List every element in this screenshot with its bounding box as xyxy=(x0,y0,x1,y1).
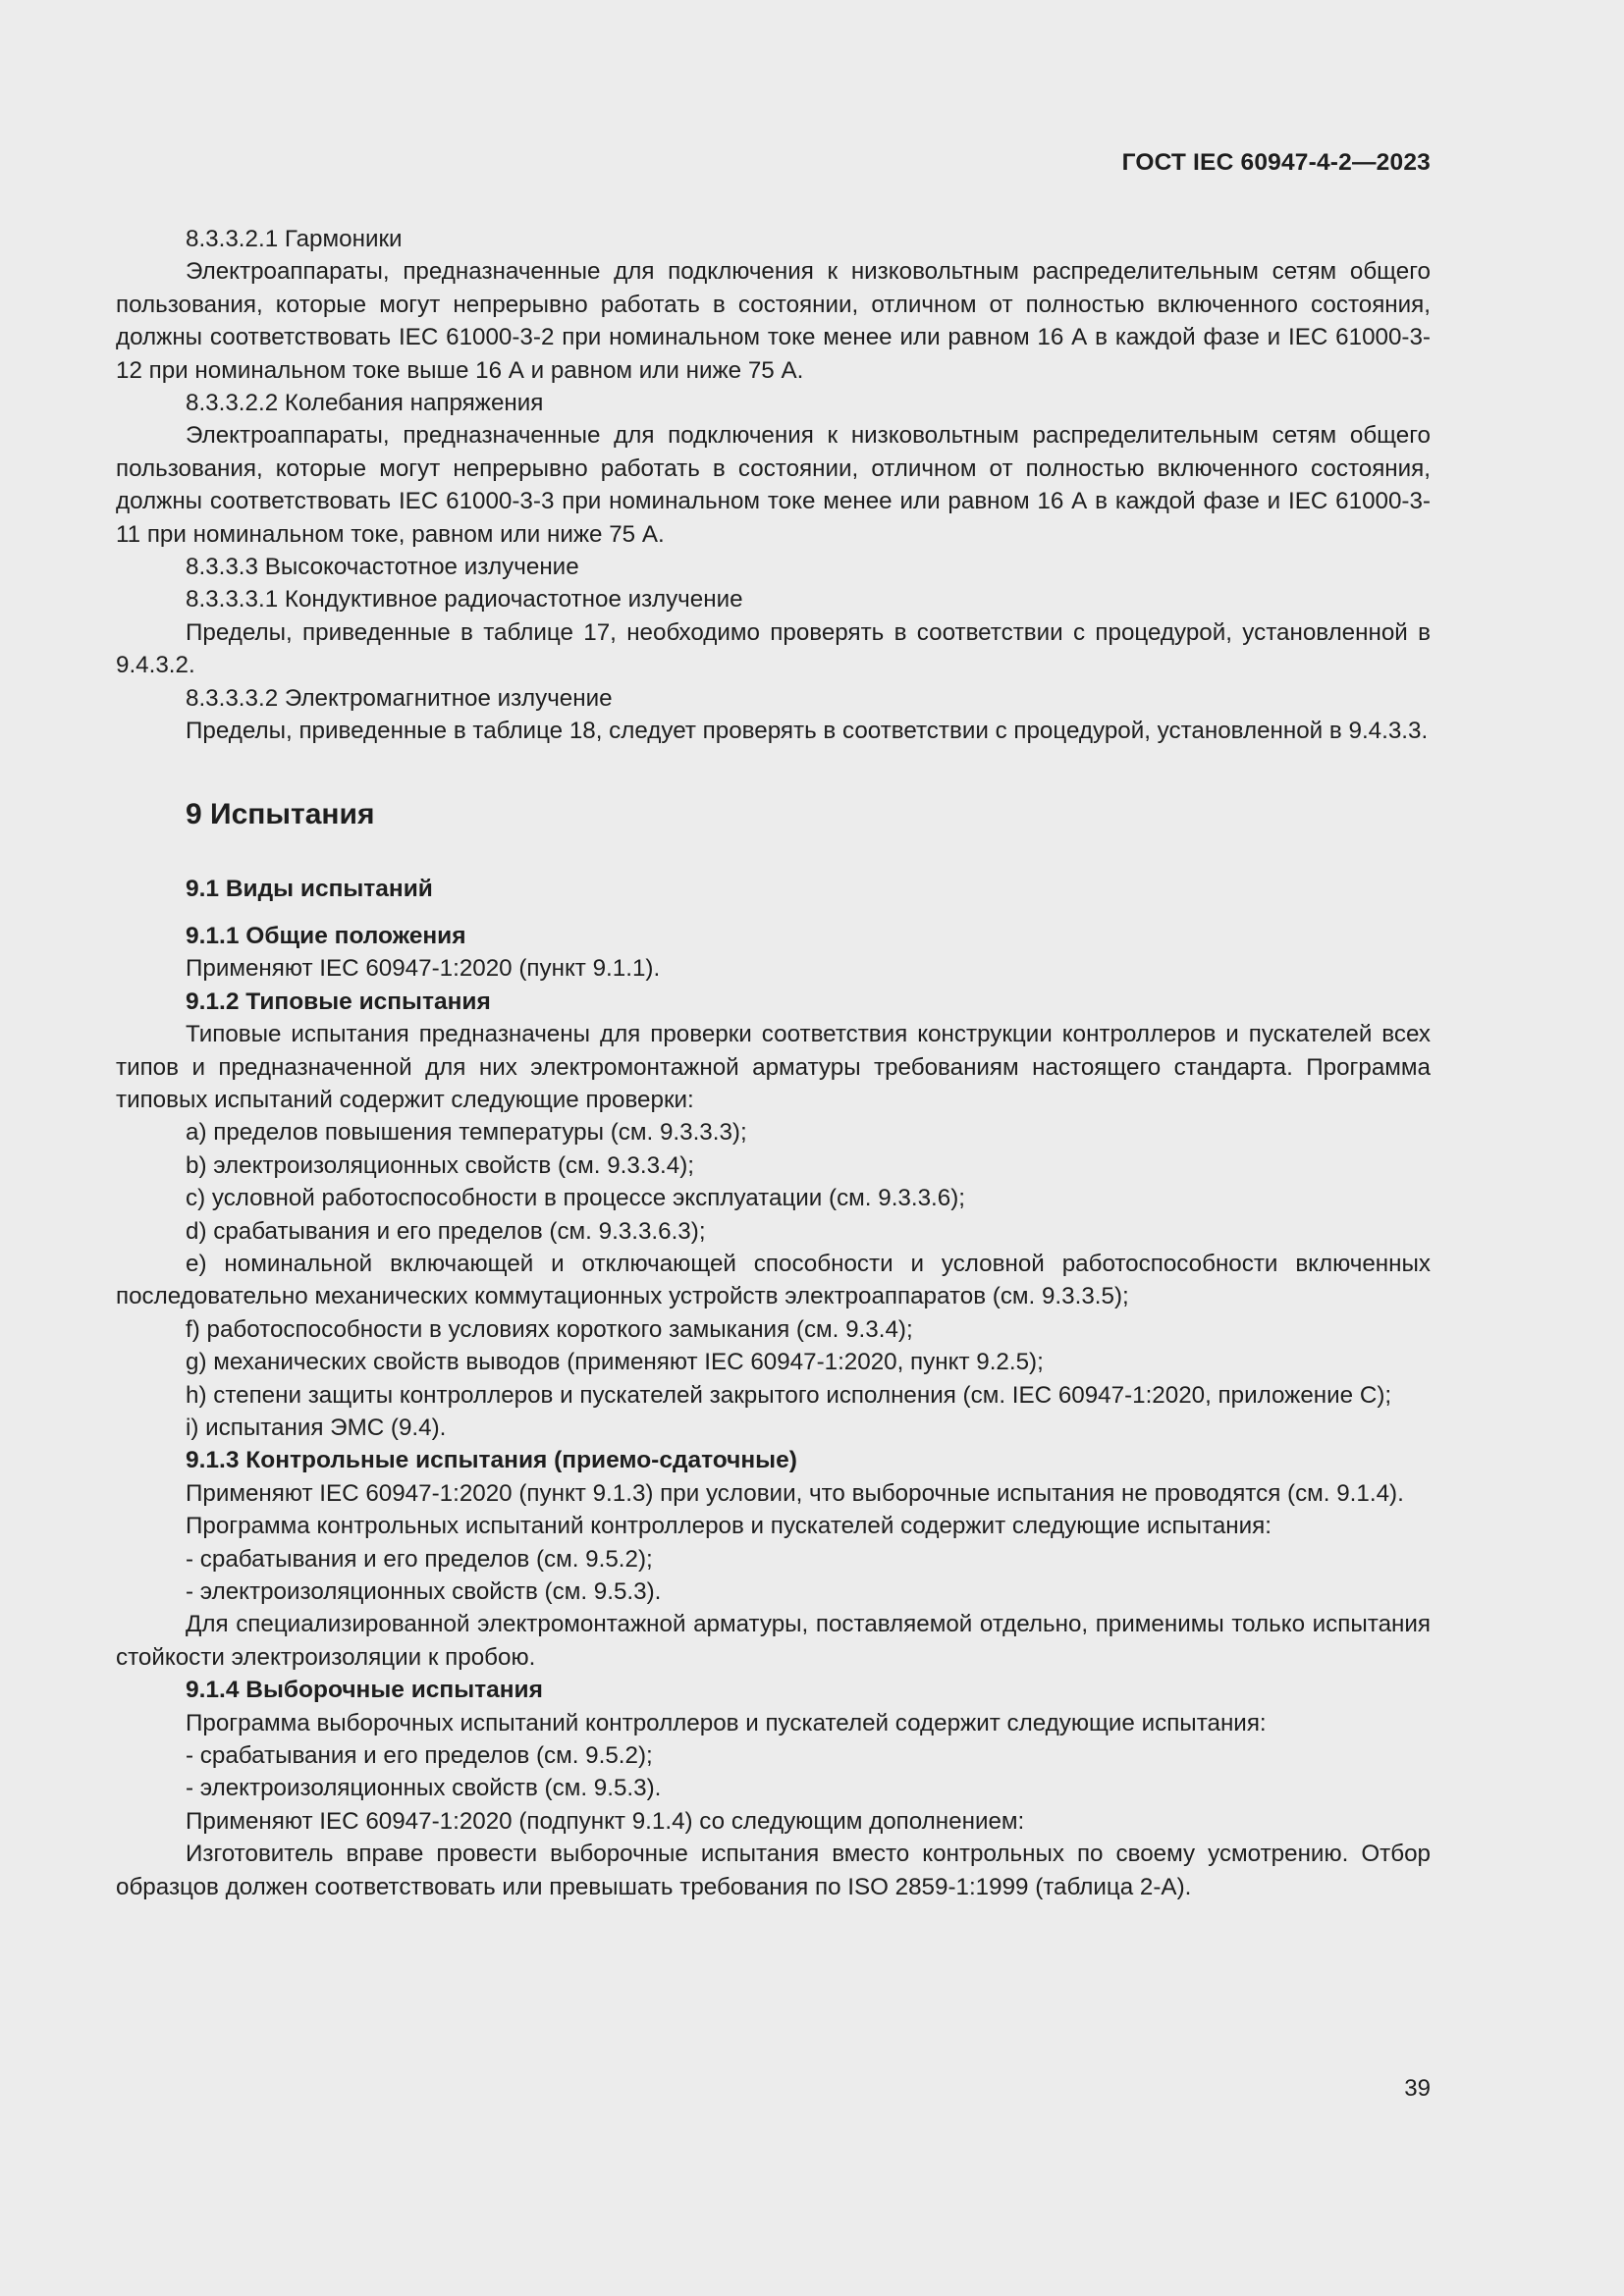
clause-9-1-3-heading: 9.1.3 Контрольные испытания (приемо-сдаточные) xyxy=(186,1447,797,1474)
clause-9-1-1-heading: 9.1.1 Общие положения xyxy=(186,922,466,949)
list-item: - электроизоляционных свойств (см. 9.5.3). xyxy=(186,1775,662,1802)
list-item: - срабатывания и его пределов (см. 9.5.2); xyxy=(186,1742,653,1770)
list-item: c) условной работоспособности в процессе эксплуатации (см. 9.3.3.6); xyxy=(186,1185,965,1212)
page-number: 39 xyxy=(1404,2075,1431,2102)
list-item: f) работоспособности в условиях короткого замыкания (см. 9.3.4); xyxy=(186,1315,913,1343)
clause-8-3-3-3-1-text: Пределы, приведенные в таблице 17, необходимо проверять в соответствии с процедурой, установленной в 9.4.3.2. xyxy=(116,618,1431,679)
list-item: h) степени защиты контроллеров и пускателей закрытого исполнения (см. IEC 60947-1:2020, приложение C); xyxy=(186,1381,1392,1409)
document-code-header: ГОСТ IEC 60947-4-2—2023 xyxy=(1121,149,1431,176)
clause-9-1-1-text: Применяют IEC 60947-1:2020 (пункт 9.1.1). xyxy=(186,955,661,983)
clause-8-3-3-2-2-title: 8.3.3.2.2 Колебания напряжения xyxy=(186,390,544,417)
list-item: a) пределов повышения температуры (см. 9.3.3.3); xyxy=(186,1119,747,1147)
clause-9-1-2-text: Типовые испытания предназначены для проверки соответствия конструкции контроллеров и пускателей всех типов и предназначенной для них электромонтажной арматуры требованиям настоящего стандарта. Программа типовых испытаний содержит следующие проверки: xyxy=(116,1021,1431,1113)
list-item: - срабатывания и его пределов (см. 9.5.2); xyxy=(186,1545,653,1573)
list-item: i) испытания ЭМС (9.4). xyxy=(186,1415,447,1441)
clause-9-1-4-text-2: Применяют IEC 60947-1:2020 (подпункт 9.1.4) со следующим дополнением: xyxy=(186,1807,1025,1835)
clause-9-1-4-text-1: Программа выборочных испытаний контроллеров и пускателей содержит следующие испытания: xyxy=(186,1709,1267,1736)
clause-8-3-3-3-2-text: Пределы, приведенные в таблице 18, следует проверять в соответствии с процедурой, установленной в 9.4.3.3. xyxy=(186,718,1429,745)
clause-8-3-3-3-2-title: 8.3.3.3.2 Электромагнитное излучение xyxy=(186,684,613,712)
clause-8-3-3-3-title: 8.3.3.3 Высокочастотное излучение xyxy=(186,554,579,581)
clause-9-1-3-text-2: Программа контрольных испытаний контроллеров и пускателей содержит следующие испытания: xyxy=(186,1513,1272,1540)
clause-8-3-3-2-2-text: Электроаппараты, предназначенные для подключения к низковольтным распределительным сетям общего пользования, которые могут непрерывно работать в состоянии, отличном от полностью включенного состояния, должны соответствовать IEC 61000-3-3 при номинальном токе менее или равном 16 А в каждой фазе и IEC 61000-3-11 при номинальном токе, равном или ниже 75 А. xyxy=(116,422,1431,548)
list-item: - электроизоляционных свойств (см. 9.5.3). xyxy=(186,1578,662,1606)
clause-8-3-3-2-1-title: 8.3.3.2.1 Гармоники xyxy=(186,226,403,252)
section-9-heading: 9 Испытания xyxy=(186,797,375,830)
clause-9-1-4-text-3: Изготовитель вправе провести выборочные испытания вместо контрольных по своему усмотрению. Отбор образцов должен соответствовать или превышать требования по ISO 2859-1:1999 (таблица 2-A). xyxy=(116,1841,1431,1900)
clause-9-1-3-text-1: Применяют IEC 60947-1:2020 (пункт 9.1.3) при условии, что выборочные испытания не проводятся (см. 9.1.4). xyxy=(186,1479,1404,1507)
clause-8-3-3-2-1-text: Электроаппараты, предназначенные для подключения к низковольтным распределительным сетям общего пользования, которые могут непрерывно работать в состоянии, отличном от полностью включенного состояния, должны соответствовать IEC 61000-3-2 при номинальном токе менее или равном 16 А в каждой фазе и IEC 61000-3-12 при номинальном токе выше 16 А и равном или ниже 75 А. xyxy=(116,258,1431,384)
list-item: b) электроизоляционных свойств (см. 9.3.3.4); xyxy=(186,1151,694,1179)
list-item: d) срабатывания и его пределов (см. 9.3.3.6.3); xyxy=(186,1217,706,1245)
clause-9-1-4-heading: 9.1.4 Выборочные испытания xyxy=(186,1677,543,1704)
document-body xyxy=(116,223,1431,1903)
clause-9-1-3-text-3: Для специализированной электромонтажной арматуры, поставляемой отдельно, применимы только испытания стойкости электроизоляции к пробою. xyxy=(116,1611,1431,1671)
list-item: e) номинальной включающей и отключающей способности и условной работоспособности включенных последовательно механических коммутационных устройств электроаппаратов (см. 9.3.3.5); xyxy=(116,1250,1431,1310)
clause-9-1-2-heading: 9.1.2 Типовые испытания xyxy=(186,988,491,1015)
subsection-9-1-heading: 9.1 Виды испытаний xyxy=(186,875,433,902)
list-item: g) механических свойств выводов (применяют IEC 60947-1:2020, пункт 9.2.5); xyxy=(186,1349,1044,1376)
clause-8-3-3-3-1-title: 8.3.3.3.1 Кондуктивное радиочастотное излучение xyxy=(186,586,743,614)
